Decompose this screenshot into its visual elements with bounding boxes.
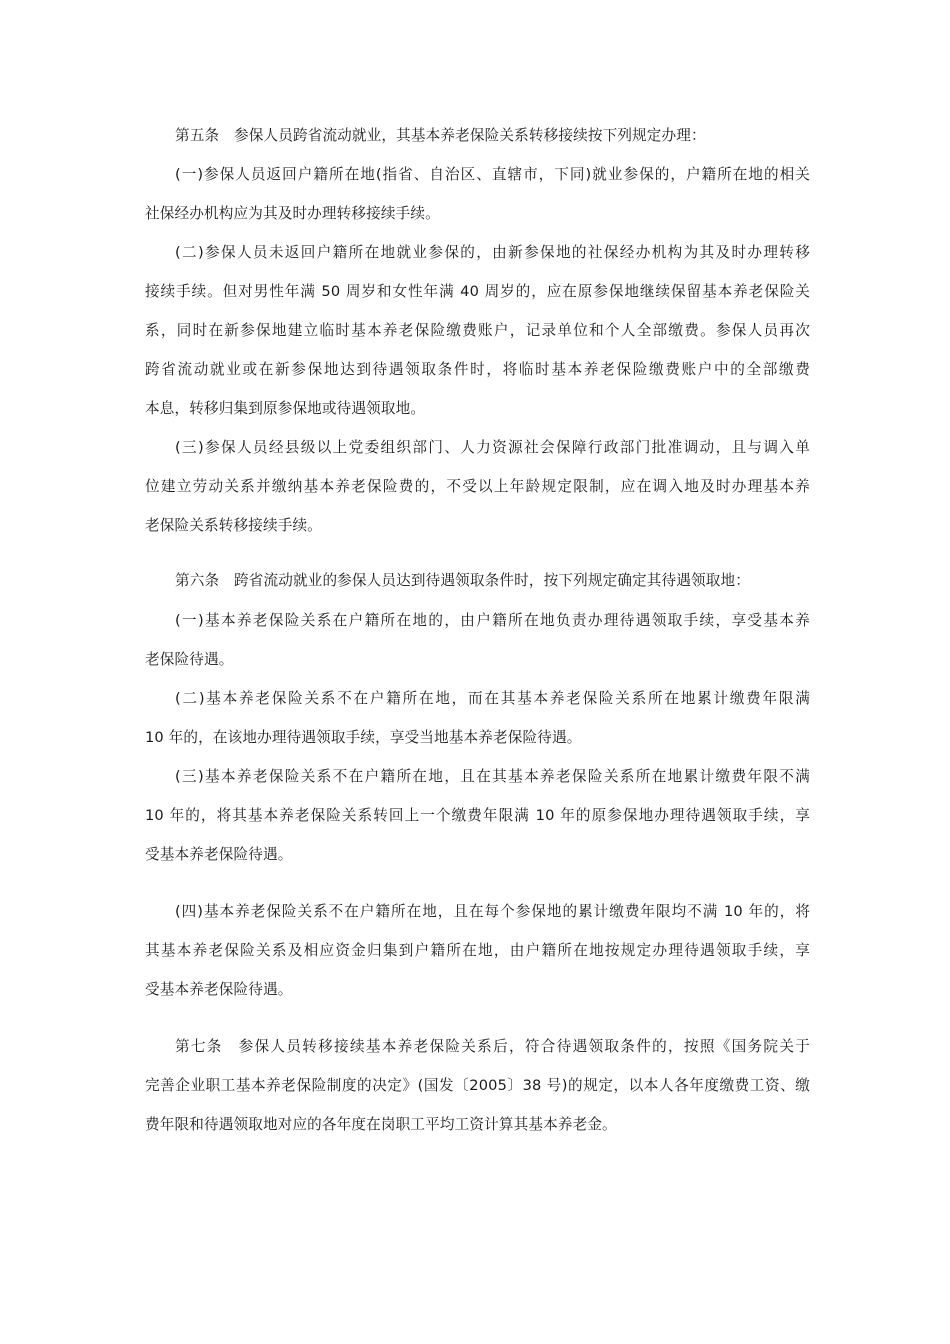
article-5-item-2-line-2: 接续手续。但对男性年满 50 周岁和女性年满 40 周岁的，应在原参保地继续保留基本养老保险关	[145, 283, 810, 300]
article-5-item-2-line-5: 本息，转移归集到原参保地或待遇领取地。	[145, 400, 426, 417]
article-5-item-3-line-2: 位建立劳动关系并缴纳基本养老保险费的，不受以上年龄规定限制，应在调入地及时办理基本养	[145, 478, 810, 495]
article-5-item-1-line-2: 社保经办机构应为其及时办理转移接续手续。	[145, 205, 440, 222]
article-5-item-1-line-1: (一)参保人员返回户籍所在地(指省、自治区、直辖市，下同)就业参保的，户籍所在地的相关	[175, 166, 810, 183]
article-6-item-2-line-1: (二)基本养老保险关系不在户籍所在地，而在其基本养老保险关系所在地累计缴费年限满	[175, 690, 810, 707]
article-6-item-2-line-2: 10 年的，在该地办理待遇领取手续，享受当地基本养老保险待遇。	[145, 729, 582, 746]
article-5-item-2-line-1: (二)参保人员未返回户籍所在地就业参保的，由新参保地的社保经办机构为其及时办理转移	[175, 244, 810, 261]
article-6-item-3-line-3: 受基本养老保险待遇。	[145, 846, 293, 863]
article-6-item-4-line-2: 其基本养老保险关系及相应资金归集到户籍所在地，由户籍所在地按规定办理待遇领取手续，享	[145, 942, 810, 959]
article-7-line-1: 第七条 参保人员转移接续基本养老保险关系后，符合待遇领取条件的，按照《国务院关于	[175, 1038, 810, 1055]
article-5-heading: 第五条 参保人员跨省流动就业，其基本养老保险关系转移接续按下列规定办理：	[175, 127, 706, 144]
article-6-item-1-line-2: 老保险待遇。	[145, 651, 234, 668]
article-5-item-3-line-1: (三)参保人员经县级以上党委组织部门、人力资源社会保障行政部门批准调动，且与调入单	[175, 439, 810, 456]
article-5-item-2-line-4: 跨省流动就业或在新参保地达到待遇领取条件时，将临时基本养老保险缴费账户中的全部缴费	[145, 361, 810, 378]
article-6-item-3-line-1: (三)基本养老保险关系不在户籍所在地，且在其基本养老保险关系所在地累计缴费年限不满	[175, 768, 810, 785]
article-6-item-3-line-2: 10 年的，将其基本养老保险关系转回上一个缴费年限满 10 年的原参保地办理待遇领取手续，享	[145, 807, 810, 824]
article-6-item-4-line-1: (四)基本养老保险关系不在户籍所在地，且在每个参保地的累计缴费年限均不满 10 年的，将	[175, 903, 810, 920]
article-7-line-2: 完善企业职工基本养老保险制度的决定》(国发〔2005〕38 号)的规定，以本人各年度缴费工资、缴	[145, 1077, 810, 1094]
article-6-heading: 第六条 跨省流动就业的参保人员达到待遇领取条件时，按下列规定确定其待遇领取地：	[175, 572, 751, 589]
article-5-item-2-line-3: 系，同时在新参保地建立临时基本养老保险缴费账户，记录单位和个人全部缴费。参保人员再次	[145, 322, 810, 339]
article-6-item-4-line-3: 受基本养老保险待遇。	[145, 981, 293, 998]
article-5-item-3-line-3: 老保险关系转移接续手续。	[145, 517, 322, 534]
article-6-item-1-line-1: (一)基本养老保险关系在户籍所在地的，由户籍所在地负责办理待遇领取手续，享受基本养	[175, 612, 810, 629]
article-7-line-3: 费年限和待遇领取地对应的各年度在岗职工平均工资计算其基本养老金。	[145, 1116, 617, 1133]
